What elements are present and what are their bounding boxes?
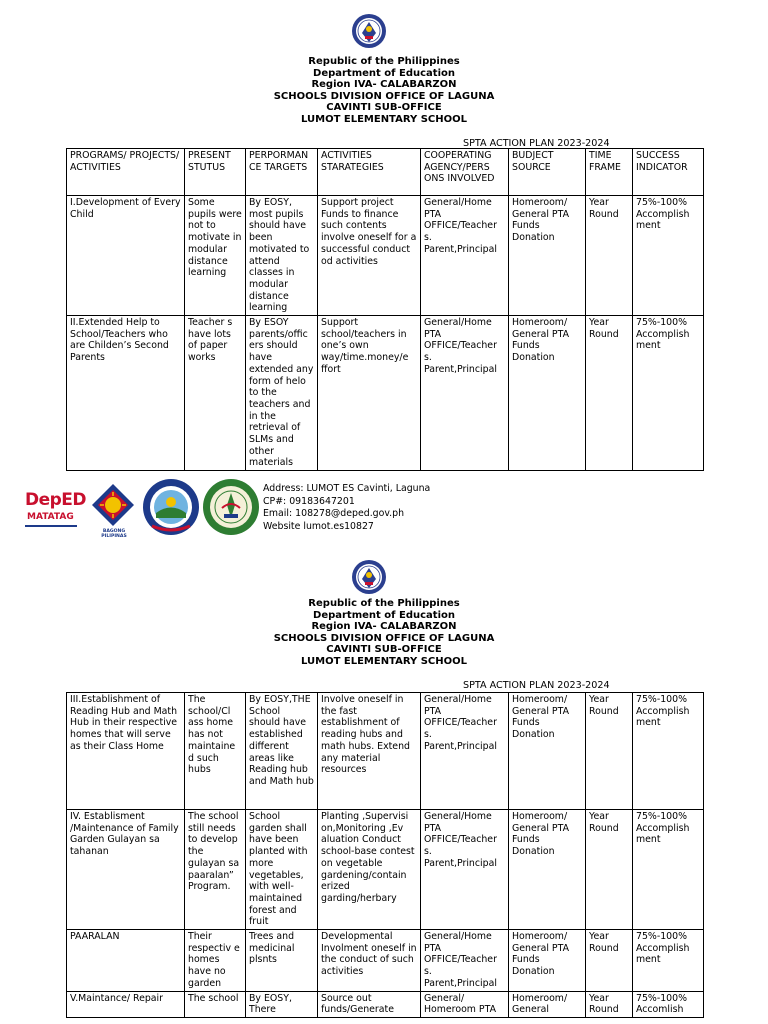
letterhead-line: Region IVA- CALABARZON xyxy=(311,621,457,633)
table-cell: General/Home PTA OFFICE/Teacher s. Parent,Principal xyxy=(421,196,509,316)
table-cell: General/Home PTA OFFICE/Teacher s. Parent,Principal xyxy=(421,930,509,992)
deped-seal-icon xyxy=(351,558,387,598)
table-cell: I.Development of Every Child xyxy=(67,196,185,316)
table-cell: Homeroom/ General xyxy=(509,991,586,1017)
letterhead xyxy=(0,56,768,126)
table-row xyxy=(67,196,704,316)
table-header-row xyxy=(67,149,704,196)
bagong-pilipinas-text: BAGONG PILIPINAS xyxy=(101,529,127,539)
table-cell: Involve oneself in the fast establishment of reading hubs and math hubs. Extend any material resources xyxy=(318,693,421,810)
table-cell: IV. Establisment /Maintenance of Family Garden Gulayan sa tahanan xyxy=(67,810,185,930)
bagong-pilipinas-logo xyxy=(90,482,136,539)
table-cell: Homeroom/ General PTA Funds Donation xyxy=(509,930,586,992)
table-cell: By EOSY, most pupils should have been motivated to attend classes in modular distance learning xyxy=(246,196,318,316)
table-cell: By EOSY,THE School should have established different areas like Reading hub and Math hub xyxy=(246,693,318,810)
table-cell: General/Home PTA OFFICE/Teacher s. Parent,Principal xyxy=(421,693,509,810)
letterhead-line: Department of Education xyxy=(313,609,455,621)
table-cell: Year Round xyxy=(586,693,633,810)
email-text: Email: 108278@deped.gov.ph xyxy=(263,508,405,520)
table-cell: The school xyxy=(185,991,246,1017)
letterhead-line: SCHOOLS DIVISION OFFICE OF LAGUNA xyxy=(273,90,495,102)
header-cell: BUDJECT SOURCE xyxy=(509,149,586,196)
table-cell: General/Home PTA OFFICE/Teacher s. Parent,Principal xyxy=(421,316,509,471)
table-row xyxy=(67,693,704,810)
header-cell: COOPERATING AGENCY/PERS ONS INVOLVED xyxy=(421,149,509,196)
table-cell: Year Round xyxy=(586,991,633,1017)
table-cell: Support school/teachers in one’s own way/time.money/e ffort xyxy=(318,316,421,471)
table-cell: Developmental Involment oneself in the conduct of such activities xyxy=(318,930,421,992)
table-cell: Year Round xyxy=(586,930,633,992)
table-cell: By EOSY, There xyxy=(246,991,318,1017)
table-cell: Source out funds/Generate xyxy=(318,991,421,1017)
deped-logo-text: DepED xyxy=(25,490,87,510)
letterhead-line: Department of Education xyxy=(313,67,455,79)
table-cell: II.Extended Help to School/Teachers who are Childen’s Second Parents xyxy=(67,316,185,471)
table-cell: Some pupils were not to motivate in modular distance learning xyxy=(185,196,246,316)
table-cell: Trees and medicinal plsnts xyxy=(246,930,318,992)
table-cell: 75%-100% Accomplish ment xyxy=(633,316,704,471)
header-cell: PROGRAMS/ PROJECTS/ ACTIVITIES xyxy=(67,149,185,196)
table-cell: By ESOY parents/offic ers should have extended any form of helo to the teachers and in the retrieval of SLMs and other materials xyxy=(246,316,318,471)
plan-title: SPTA ACTION PLAN 2023-2024 xyxy=(463,680,610,691)
deped-matatag-logo xyxy=(24,488,87,536)
table-cell: The school still needs to develop the gulayan sa paaralan” Program. xyxy=(185,810,246,930)
document-page-2 xyxy=(0,545,768,1024)
table-cell: Year Round xyxy=(586,196,633,316)
table-row xyxy=(67,991,704,1017)
table-cell: 75%-100% Accomlish xyxy=(633,991,704,1017)
phone-text: CP#: 09183647201 xyxy=(263,495,355,507)
table-cell: V.Maintance/ Repair xyxy=(67,991,185,1017)
plan-title: SPTA ACTION PLAN 2023-2024 xyxy=(463,138,610,149)
letterhead-line: LUMOT ELEMENTARY SCHOOL xyxy=(300,113,468,125)
header-cell: TIME FRAME xyxy=(586,149,633,196)
table-cell: Planting ,Supervisi on,Monitoring ,Ev aluation Conduct school-base contest on vegetable gardening/contain erized garding/herbary xyxy=(318,810,421,930)
table-cell: General/ Homeroom PTA xyxy=(421,991,509,1017)
table-cell: Homeroom/ General PTA Funds Donation xyxy=(509,693,586,810)
action-plan-table xyxy=(66,692,704,1018)
letterhead-line: Region IVA- CALABARZON xyxy=(311,79,457,91)
table-cell: General/Home PTA OFFICE/Teacher s. Parent,Principal xyxy=(421,810,509,930)
table-row xyxy=(67,810,704,930)
table-cell: Year Round xyxy=(586,316,633,471)
table-cell: Year Round xyxy=(586,810,633,930)
table-cell: Homeroom/ General PTA Funds Donation xyxy=(509,196,586,316)
table-cell: 75%-100% Accomplish ment xyxy=(633,810,704,930)
table-cell: III.Establishment of Reading Hub and Math Hub in their respective homes that will serve as their Class Home xyxy=(67,693,185,810)
matatag-logo-text: MATATAG xyxy=(27,512,74,522)
lumot-elementary-school-seal-icon xyxy=(202,478,260,536)
address-text: Address: LUMOT ES Cavinti, Laguna xyxy=(263,483,431,494)
header-cell: ACTIVITIES STARATEGIES xyxy=(318,149,421,196)
table-cell: School garden shall have been planted with more vegetables, with well-maintained forest and fruit xyxy=(246,810,318,930)
letterhead-line: LUMOT ELEMENTARY SCHOOL xyxy=(300,655,468,667)
table-cell: 75%-100% Accomplish ment xyxy=(633,693,704,810)
table-cell: Teacher s have lots of paper works xyxy=(185,316,246,471)
letterhead-line: SCHOOLS DIVISION OFFICE OF LAGUNA xyxy=(273,632,495,644)
table-cell: 75%-100% Accomplish ment xyxy=(633,196,704,316)
letterhead-line: CAVINTI SUB-OFFICE xyxy=(326,644,442,656)
header-cell: SUCCESS INDICATOR xyxy=(633,149,704,196)
table-cell: 75%-100% Accomplish ment xyxy=(633,930,704,992)
table-cell: Homeroom/ General PTA Funds Donation xyxy=(509,316,586,471)
table-cell: Homeroom/ General PTA Funds Donation xyxy=(509,810,586,930)
table-row xyxy=(67,316,704,471)
table-row xyxy=(67,930,704,992)
contact-info xyxy=(263,483,430,533)
header-cell: PERPORMAN CE TARGETS xyxy=(246,149,318,196)
deped-seal-icon xyxy=(351,12,387,52)
letterhead-line: Republic of the Philippines xyxy=(308,598,460,609)
logo-divider xyxy=(25,525,77,527)
division-of-laguna-seal-icon xyxy=(142,478,200,536)
letterhead xyxy=(0,598,768,668)
letterhead-line: CAVINTI SUB-OFFICE xyxy=(326,102,442,114)
table-cell: Support project Funds to finance such contents involve oneself for a successful conduct od activities xyxy=(318,196,421,316)
bagong-pilipinas-icon xyxy=(90,482,136,528)
header-cell: PRESENT STUTUS xyxy=(185,149,246,196)
website-text: Website lumot.es10827 xyxy=(263,520,374,532)
table-cell: The school/Cl ass home has not maintaine d such hubs xyxy=(185,693,246,810)
letterhead-footer xyxy=(24,478,434,538)
table-cell: PAARALAN xyxy=(67,930,185,992)
table-cell: Their respectiv e homes have no garden xyxy=(185,930,246,992)
letterhead-line: Republic of the Philippines xyxy=(308,56,460,67)
action-plan-table xyxy=(66,148,704,471)
